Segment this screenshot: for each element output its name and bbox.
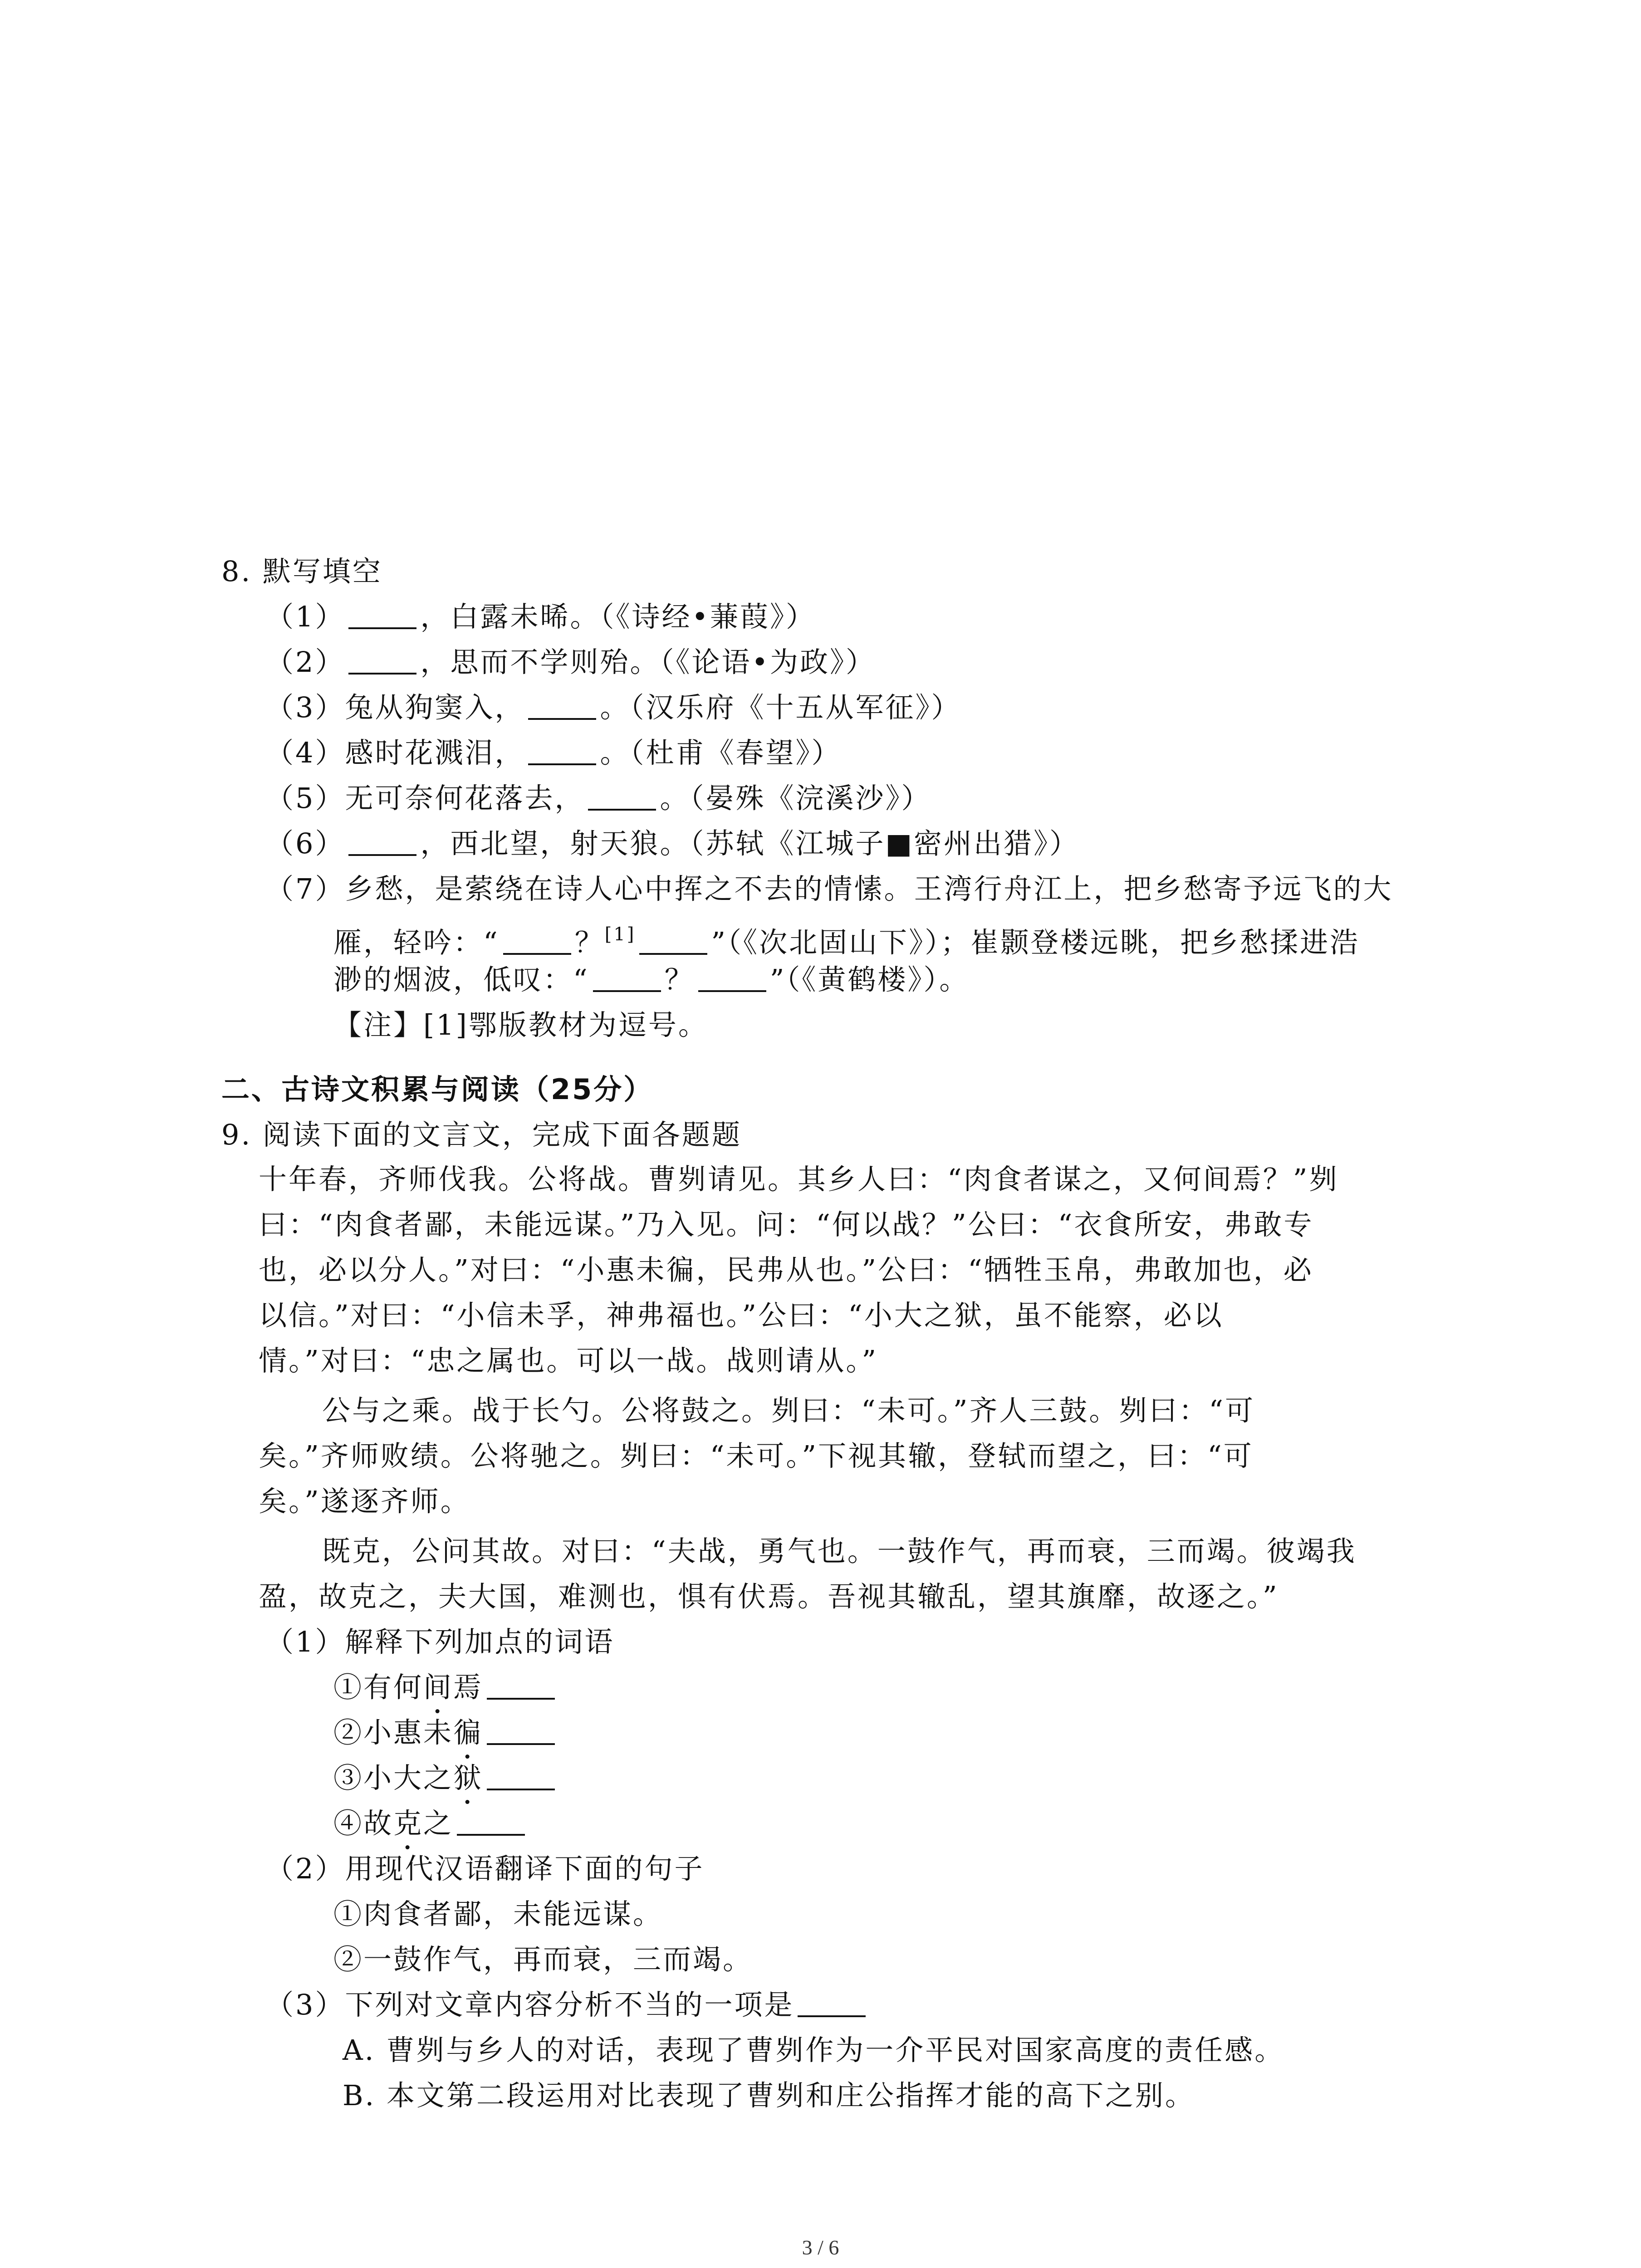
passage-line: 以信。”对曰：“小信未孚，神弗福也。”公曰：“小大之狱，虽不能察，必以 xyxy=(259,1299,1224,1332)
q8-item-7-line3: 渺的烟波，低叹：“ ？ ”（《黄鹤楼》）。 xyxy=(333,963,970,996)
q8-item-label: （2） xyxy=(265,645,345,679)
passage-line: 矣。”齐师败绩。公将驰之。刿曰：“未可。”下视其辙，登轼而望之，曰：“可 xyxy=(259,1439,1254,1472)
answer-blank[interactable] xyxy=(348,826,416,856)
answer-blank[interactable] xyxy=(528,735,596,765)
answer-blank[interactable] xyxy=(639,925,707,955)
answer-blank[interactable] xyxy=(528,690,596,720)
answer-blank[interactable] xyxy=(503,925,571,955)
passage-line: 矣。”遂逐齐师。 xyxy=(259,1485,470,1518)
passage-line: 十年春，齐师伐我。公将战。曹刿请见。其乡人曰：“肉食者谋之，又何间焉？”刿 xyxy=(259,1163,1339,1196)
q9-sub2-item-1: ①肉食者鄙，未能远谋。 xyxy=(333,1897,663,1931)
answer-blank[interactable] xyxy=(487,1670,555,1700)
q8-item-6: （6） ，西北望，射天狼。（苏轼《江城子■密州出猎》） xyxy=(265,827,1080,860)
passage-line: 曰：“肉食者鄙，未能远谋。”乃入见。问：“何以战？”公曰：“衣食所安，弗敢专 xyxy=(259,1208,1314,1241)
page-number: 3 / 6 xyxy=(802,2236,839,2259)
q9-sub1-item-4: ④故克之 xyxy=(333,1805,529,1856)
footnote-marker: [1] xyxy=(604,924,636,945)
q8-note: 【注】[1]鄂版教材为逗号。 xyxy=(333,1008,708,1041)
q9-sub2-title: （2）用现代汉语翻译下面的句子 xyxy=(265,1852,705,1885)
q8-item-1: （1） ，白露未晞。（《诗经•蒹葭》） xyxy=(265,600,816,633)
q9-title: 9. 阅读下面的文言文，完成下面各题题 xyxy=(221,1118,742,1151)
q8-item-7-line2: 雁，轻吟：“ ？[1] ”（《次北固山下》）；崔颢登楼远眺，把乡愁揉进浩 xyxy=(333,924,1360,959)
q9-sub3-option-b: B. 本文第二段运用对比表现了曹刿和庄公指挥才能的高下之别。 xyxy=(343,2079,1195,2112)
passage-line: 公与之乘。战于长勺。公将鼓之。刿曰：“未可。”齐人三鼓。刿曰：“可 xyxy=(322,1394,1255,1427)
q9-sub1-title: （1）解释下列加点的词语 xyxy=(265,1625,615,1658)
q8-item-label: （4） xyxy=(265,736,345,769)
q8-item-label: （3） xyxy=(265,691,345,724)
passage-line: 也，必以分人。”对曰：“小惠未徧，民弗从也。”公曰：“牺牲玉帛，弗敢加也，必 xyxy=(259,1253,1313,1286)
q9-sub1-item-2: ②小惠未徧 xyxy=(333,1715,558,1765)
answer-blank[interactable] xyxy=(698,962,766,992)
q8-item-3: （3）兔从狗窦入， 。（汉乐府《十五从军征》） xyxy=(265,691,961,724)
answer-blank[interactable] xyxy=(798,1987,866,2017)
answer-blank[interactable] xyxy=(487,1760,555,1790)
passage-line: 情。”对曰：“忠之属也。可以一战。战则请从。” xyxy=(259,1344,878,1377)
section-2-title: 二、古诗文积累与阅读（25分） xyxy=(221,1073,654,1106)
q8-item-label: （6） xyxy=(265,827,345,860)
q8-item-label: （7） xyxy=(265,872,345,905)
q9-sub3-title: （3）下列对文章内容分析不当的一项是 xyxy=(265,1987,869,2023)
q9-sub2-item-2: ②一鼓作气，再而衰，三而竭。 xyxy=(333,1943,753,1976)
q8-item-2: （2） ，思而不学则殆。（《论语•为政》） xyxy=(265,645,876,679)
q8-item-7-line1: （7）乡愁，是萦绕在诗人心中挥之不去的情愫。王湾行舟江上，把乡愁寄予远飞的大 xyxy=(265,872,1393,905)
answer-blank[interactable] xyxy=(348,645,416,675)
q8-item-4: （4）感时花溅泪， 。（杜甫《春望》） xyxy=(265,736,842,769)
q8-title: 8. 默写填空 xyxy=(221,555,382,588)
answer-blank[interactable] xyxy=(593,962,661,992)
passage-line: 既克，公问其故。对曰：“夫战，勇气也。一鼓作气，再而衰，三而竭。彼竭我 xyxy=(322,1535,1357,1568)
q9-sub3-option-a: A. 曹刿与乡人的对话，表现了曹刿作为一介平民对国家高度的责任感。 xyxy=(343,2033,1285,2067)
q9-sub1-item-3: ③小大之狱 xyxy=(333,1760,558,1811)
answer-blank[interactable] xyxy=(588,781,656,811)
answer-blank[interactable] xyxy=(348,599,416,629)
answer-blank[interactable] xyxy=(487,1715,555,1745)
q8-item-label: （5） xyxy=(265,782,345,815)
answer-blank[interactable] xyxy=(457,1806,525,1836)
q9-sub1-item-1: ①有何间焉 xyxy=(333,1669,558,1720)
q8-item-5: （5）无可奈何花落去， 。（晏殊《浣溪沙》） xyxy=(265,782,931,815)
q8-item-label: （1） xyxy=(265,600,345,633)
passage-line: 盈，故克之，夫大国，难测也，惧有伏焉。吾视其辙乱，望其旗靡，故逐之。” xyxy=(259,1580,1279,1613)
